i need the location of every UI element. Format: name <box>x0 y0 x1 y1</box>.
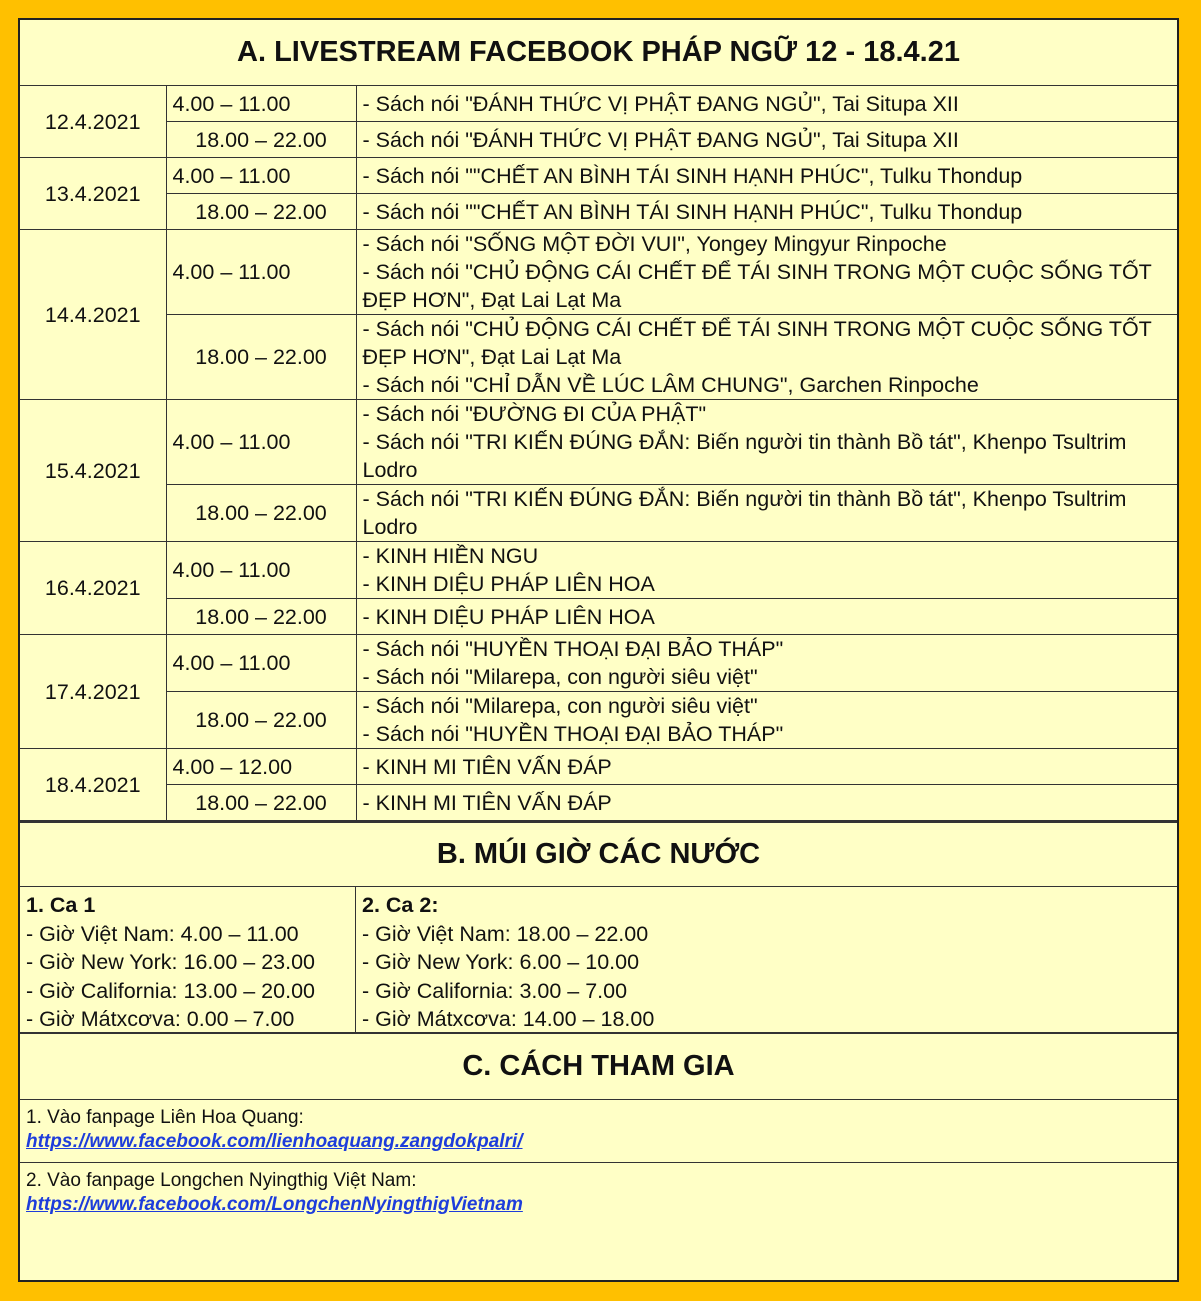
program-cell <box>356 158 1177 194</box>
shift-2-title: 2. Ca 2: <box>362 893 439 917</box>
join-entry-label: 1. Vào fanpage Liên Hoa Quang: <box>26 1107 304 1128</box>
program-cell <box>356 315 1177 400</box>
join-heading: C. CÁCH THAM GIA <box>20 1034 1177 1100</box>
program-item: - Sách nói "HUYỀN THOẠI ĐẠI BẢO THÁP" <box>362 722 784 746</box>
program-item: - KINH MI TIÊN VẤN ĐÁP <box>362 754 612 779</box>
time-cell: 4.00 – 11.00 <box>166 400 356 485</box>
program-item: - KINH MI TIÊN VẤN ĐÁP <box>362 790 612 815</box>
program-item: - Sách nói ""CHẾT AN BÌNH TÁI SINH HẠNH PHÚC", Tulku Thondup <box>362 199 1023 224</box>
program-item: - Sách nói ""CHẾT AN BÌNH TÁI SINH HẠNH PHÚC", Tulku Thondup <box>362 163 1023 188</box>
program-item: - Sách nói "CHỦ ĐỘNG CÁI CHẾT ĐỂ TÁI SINH TRONG MỘT CUỘC SỐNG TỐT ĐẸP HƠN", Đạt Lai Lạt Ma <box>362 260 1152 312</box>
time-cell: 18.00 – 22.00 <box>166 785 356 821</box>
date-cell: 14.4.2021 <box>20 230 166 400</box>
time-cell: 18.00 – 22.00 <box>166 315 356 400</box>
time-cell: 18.00 – 22.00 <box>166 599 356 635</box>
program-cell <box>356 230 1177 315</box>
shift-2-line: - Giờ California: 3.00 – 7.00 <box>362 978 628 1003</box>
program-cell <box>356 86 1177 122</box>
table-row <box>20 692 1177 749</box>
time-cell: 4.00 – 11.00 <box>166 86 356 122</box>
time-cell: 18.00 – 22.00 <box>166 194 356 230</box>
table-row <box>20 635 1177 692</box>
join-entry-1 <box>20 1100 1177 1162</box>
shift-2-line: - Giờ Mátxcơva: 14.00 – 18.00 <box>362 1007 655 1031</box>
table-row <box>20 86 1177 122</box>
table-row <box>20 315 1177 400</box>
table-row <box>20 158 1177 194</box>
shift-1-line: - Giờ New York: 16.00 – 23.00 <box>26 950 315 974</box>
table-row <box>20 122 1177 158</box>
table-row <box>20 749 1177 785</box>
program-cell <box>356 749 1177 785</box>
program-cell <box>356 692 1177 749</box>
program-item: - Sách nói "CHỦ ĐỘNG CÁI CHẾT ĐỂ TÁI SINH TRONG MỘT CUỘC SỐNG TỐT ĐẸP HƠN", Đạt Lai Lạt Ma <box>362 317 1152 369</box>
program-cell <box>356 785 1177 821</box>
time-cell: 4.00 – 11.00 <box>166 158 356 194</box>
program-item: - Sách nói "ĐƯỜNG ĐI CỦA PHẬT" <box>362 402 707 426</box>
time-cell: 18.00 – 22.00 <box>166 122 356 158</box>
program-cell <box>356 122 1177 158</box>
program-cell <box>356 400 1177 485</box>
program-item: - Sách nói "TRI KIẾN ĐÚNG ĐẮN: Biến người tin thành Bồ tát", Khenpo Tsultrim Lodro <box>362 487 1127 539</box>
shift-2-column <box>356 887 660 1032</box>
time-cell: 18.00 – 22.00 <box>166 485 356 542</box>
program-cell <box>356 599 1177 635</box>
program-item: - Sách nói "SỐNG MỘT ĐỜI VUI", Yongey Mingyur Rinpoche <box>362 232 947 256</box>
date-cell: 15.4.2021 <box>20 400 166 542</box>
shift-1-column <box>20 887 356 1032</box>
time-cell: 4.00 – 11.00 <box>166 542 356 599</box>
program-cell <box>356 194 1177 230</box>
program-item: - Sách nói "HUYỀN THOẠI ĐẠI BẢO THÁP" <box>362 637 784 661</box>
program-item: - Sách nói "CHỈ DẪN VỀ LÚC LÂM CHUNG", Garchen Rinpoche <box>362 373 979 397</box>
table-row <box>20 194 1177 230</box>
date-cell: 16.4.2021 <box>20 542 166 635</box>
time-cell: 18.00 – 22.00 <box>166 692 356 749</box>
program-item: - Sách nói "Milarepa, con người siêu việt" <box>362 694 758 718</box>
page-title: A. LIVESTREAM FACEBOOK PHÁP NGỮ 12 - 18.4.21 <box>20 20 1177 86</box>
shift-1-line: - Giờ Mátxcơva: 0.00 – 7.00 <box>26 1007 295 1031</box>
table-row <box>20 400 1177 485</box>
schedule-table <box>20 86 1177 821</box>
table-row <box>20 230 1177 315</box>
shift-2-line: - Giờ New York: 6.00 – 10.00 <box>362 950 640 974</box>
join-entry-2 <box>20 1162 1177 1224</box>
shift-1-line: - Giờ California: 13.00 – 20.00 <box>26 978 315 1003</box>
program-cell <box>356 635 1177 692</box>
time-cell: 4.00 – 11.00 <box>166 635 356 692</box>
program-item: - KINH DIỆU PHÁP LIÊN HOA <box>362 604 655 629</box>
fanpage-link[interactable]: https://www.facebook.com/lienhoaquang.zangdokpalri/ <box>26 1131 523 1152</box>
program-item: - KINH DIỆU PHÁP LIÊN HOA <box>362 572 655 596</box>
time-cell: 4.00 – 12.00 <box>166 749 356 785</box>
program-item: - KINH HIỀN NGU <box>362 544 539 568</box>
date-cell: 18.4.2021 <box>20 749 166 821</box>
date-cell: 17.4.2021 <box>20 635 166 749</box>
timezone-heading: B. MÚI GIỜ CÁC NƯỚC <box>20 821 1177 887</box>
program-item: - Sách nói "ĐÁNH THỨC VỊ PHẬT ĐANG NGỦ", Tai Situpa XII <box>362 127 959 152</box>
schedule-body <box>20 86 1177 821</box>
time-cell: 4.00 – 11.00 <box>166 230 356 315</box>
shift-1-title: 1. Ca 1 <box>26 893 96 917</box>
date-cell: 12.4.2021 <box>20 86 166 158</box>
program-cell <box>356 542 1177 599</box>
program-item: - Sách nói "Milarepa, con người siêu việt" <box>362 665 758 689</box>
join-entry-label: 2. Vào fanpage Longchen Nyingthig Việt Nam: <box>26 1170 417 1191</box>
shift-2-line: - Giờ Việt Nam: 18.00 – 22.00 <box>362 921 649 946</box>
program-item: - Sách nói "ĐÁNH THỨC VỊ PHẬT ĐANG NGỦ", Tai Situpa XII <box>362 91 959 116</box>
timezone-panel <box>20 887 1177 1034</box>
table-row <box>20 485 1177 542</box>
table-row <box>20 542 1177 599</box>
date-cell: 13.4.2021 <box>20 158 166 230</box>
program-item: - Sách nói "TRI KIẾN ĐÚNG ĐẮN: Biến người tin thành Bồ tát", Khenpo Tsultrim Lodro <box>362 430 1127 482</box>
fanpage-link[interactable]: https://www.facebook.com/LongchenNyingthigVietnam <box>26 1194 523 1215</box>
shift-1-line: - Giờ Việt Nam: 4.00 – 11.00 <box>26 921 299 946</box>
schedule-sheet <box>18 18 1179 1282</box>
program-cell <box>356 485 1177 542</box>
table-row <box>20 599 1177 635</box>
table-row <box>20 785 1177 821</box>
